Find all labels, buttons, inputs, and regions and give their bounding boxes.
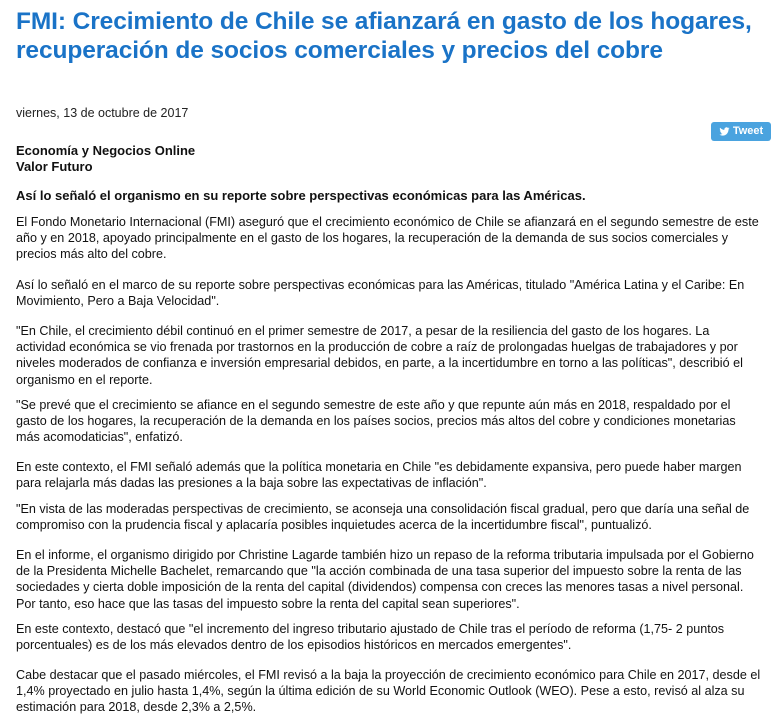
tweet-label: Tweet bbox=[732, 125, 764, 137]
source-section: Valor Futuro bbox=[16, 159, 93, 174]
article-paragraph: En este contexto, destacó que "el incremento del ingreso tributario ajustado de Chile tras el período de reforma (1,75- 2 puntos porcentuales) es de los más elevados dentro de los episodios históricos en mercados emergentes". bbox=[16, 622, 725, 653]
article-paragraph: El Fondo Monetario Internacional (FMI) aseguró que el crecimiento económico de Chile se afianzará en el segundo semestre de este año y en 2018, apoyado principalmente en el gasto de los hogares, la recuperación de la demanda de sus socios comerciales y precios más alto del cobre. bbox=[16, 215, 759, 262]
source-block bbox=[16, 143, 195, 175]
article-paragraph: En este contexto, el FMI señaló además que la política monetaria en Chile "es debidamente expansiva, pero puede haber margen para relajarla más dadas las presiones a la baja sobre las expectativas de inflación". bbox=[16, 460, 742, 491]
article-title: FMI: Crecimiento de Chile se afianzará en gasto de los hogares, recuperación de socios comerciales y precios del cobre bbox=[16, 8, 752, 64]
tweet-button[interactable] bbox=[711, 122, 771, 141]
article-lead: Así lo señaló el organismo en su reporte sobre perspectivas económicas para las Américas. bbox=[16, 188, 586, 203]
article-paragraph: "Se prevé que el crecimiento se afiance en el segundo semestre de este año y que repunte aún más en 2018, respaldado por el gasto de los hogares, la recuperación de la demanda en los países socios, precios más altos del cobre y condiciones monetarias más acomodaticias", enfatizó. bbox=[16, 398, 736, 445]
twitter-bird-icon bbox=[719, 126, 730, 137]
article-paragraph: "En vista de las moderadas perspectivas de crecimiento, se aconseja una consolidación fiscal gradual, pero que daría una señal de compromiso con la prudencia fiscal y aplacaría posibles inquietudes acerca de la incertidumbre fiscal", puntualizó. bbox=[16, 502, 750, 533]
article-paragraph: Cabe destacar que el pasado miércoles, el FMI revisó a la baja la proyección de crecimiento económico para Chile en 2017, desde el 1,4% proyectado en julio hasta 1,4%, según la última edición de su World Economic Outlook (WEO). Pese a esto, revisó al alza su estimación para 2018, desde 2,3% a 2,5%. bbox=[16, 668, 761, 715]
article-paragraph: "En Chile, el crecimiento débil continuó en el primer semestre de 2017, a pesar de la resiliencia del gasto de los hogares. La actividad económica se vio frenada por trastornos en la producción de cobre a raíz de prolongadas huelgas de trabajadores y por niveles moderados de confianza e inversión empresarial debidos, en parte, a la incertidumbre en torno a las políticas", describió el organismo en el reporte. bbox=[16, 324, 743, 387]
article-paragraph: Así lo señaló en el marco de su reporte sobre perspectivas económicas para las Américas, titulado "América Latina y el Caribe: En Movimiento, Pero a Baja Velocidad". bbox=[16, 278, 745, 309]
source-outlet: Economía y Negocios Online bbox=[16, 143, 196, 158]
article-paragraph: En el informe, el organismo dirigido por Christine Lagarde también hizo un repaso de la reforma tributaria impulsada por el Gobierno de la Presidenta Michelle Bachelet, remarcando que "la acción combinada de una tasa superior del impuesto sobre la renta de las sociedades y cierta doble imposición de la renta del capital (dividendos) compensa con creces las menores tasas a nivel personal. Por tanto, eso hace que las tasas del impuesto sobre la renta del capital sean superiores". bbox=[16, 548, 754, 611]
publish-date: viernes, 13 de octubre de 2017 bbox=[16, 106, 189, 120]
